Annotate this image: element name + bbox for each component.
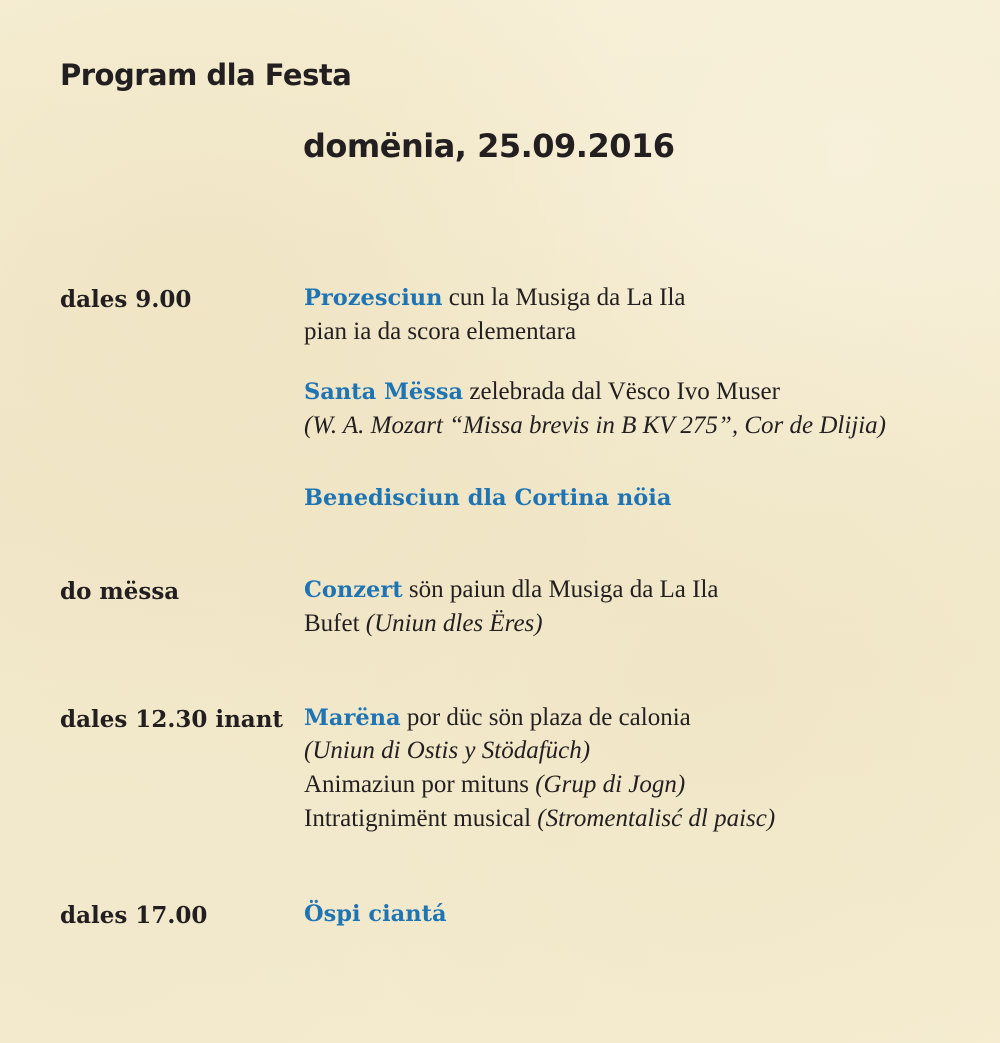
schedule-line [304, 318, 576, 346]
event-detail: Intratignimënt musical [304, 805, 538, 832]
schedule-time: dales 9.00 [60, 286, 192, 313]
schedule-line [304, 378, 780, 406]
event-detail: pian ia da scora elementara [304, 318, 577, 345]
event-name: Marëna [304, 705, 401, 731]
event-name: Benedisciun dla Cortina nöia [304, 485, 672, 511]
schedule-line [304, 900, 447, 928]
event-detail: Animaziun por mituns [304, 771, 536, 798]
event-name: Conzert [304, 577, 403, 603]
schedule-line [304, 576, 719, 604]
event-name: Öspi ciantá [304, 901, 447, 927]
event-detail: cun la Musiga da La Ila [442, 284, 686, 311]
event-detail: por düc sön plaza de calonia [400, 704, 691, 731]
event-detail: sön paiun dla Musiga da La Ila [402, 576, 719, 603]
event-note: (Uniun dles Ëres) [365, 610, 543, 637]
event-detail: zelebrada dal Vësco Ivo Muser [463, 378, 780, 405]
schedule-time: dales 12.30 inant [60, 706, 284, 733]
schedule-line [304, 737, 590, 765]
event-note: (Uniun di Ostis y Stödafüch) [304, 737, 591, 764]
event-name: Santa Mëssa [304, 379, 464, 405]
schedule-line [304, 805, 775, 833]
schedule-line [304, 610, 543, 638]
event-detail: Bufet [304, 610, 366, 637]
schedule-time: dales 17.00 [60, 902, 208, 929]
event-note: (Stromentalisć dl paisc) [537, 805, 776, 832]
page-title: Program dla Festa [60, 58, 352, 92]
schedule-line [304, 284, 685, 312]
schedule-line [304, 704, 691, 732]
event-name: Prozesciun [304, 285, 443, 311]
schedule-line [304, 412, 886, 440]
schedule-line [304, 484, 671, 512]
event-date: domënia, 25.09.2016 [303, 127, 675, 165]
schedule-time: do mëssa [60, 578, 180, 605]
event-note: (Grup di Jogn) [535, 771, 686, 798]
event-note: (W. A. Mozart “Missa brevis in B KV 275”, Cor de Dlijia) [304, 412, 886, 439]
schedule-line [304, 771, 685, 799]
